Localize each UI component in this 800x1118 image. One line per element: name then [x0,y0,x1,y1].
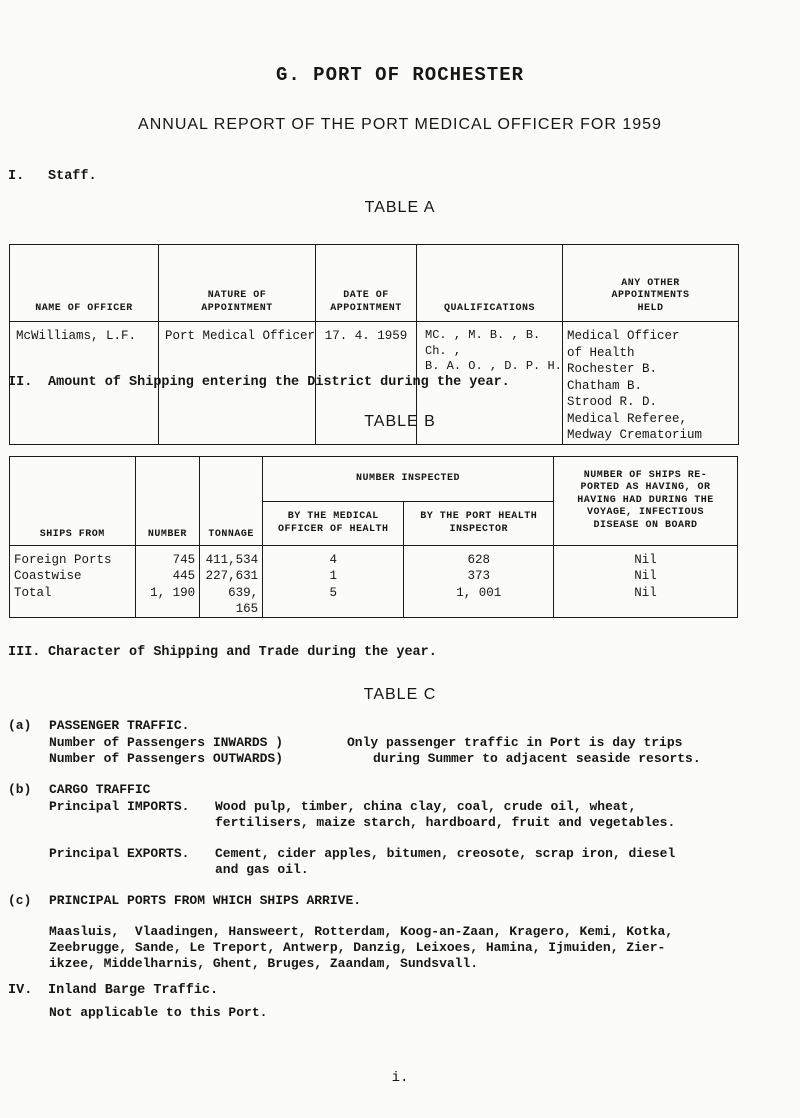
col-header-name: NAME OF OFFICER [10,245,159,322]
item-label-a: (a) [8,718,32,733]
cell-by-port-inspector [404,546,553,618]
col-header-infectious: NUMBER OF SHIPS RE- PORTED AS HAVING, OR HAVING HAD DURING THE VOYAGE, INFECTIOUS DISEASE ON BOARD [553,457,737,546]
item-label-b: (b) [8,782,32,797]
list-item: Nil [634,585,657,600]
col-header-qualifications: QUALIFICATIONS [417,245,563,322]
section-title: Character of Shipping and Trade during the year. [48,645,437,660]
section-title: Inland Barge Traffic. [48,983,219,998]
col-header-ships-from: SHIPS FROM [10,457,136,546]
list-item: Nil [634,553,657,567]
table-b [9,456,738,618]
imports-line2: fertilisers, maize starch, hardboard, fruit and vegetables. [215,815,676,830]
col-header-nature: NATURE OF APPOINTMENT [159,245,316,322]
table-b-title: TABLE B [364,413,436,430]
exports-line2: and gas oil. [215,862,309,877]
cell-ships-from [10,546,136,618]
table-c-title: TABLE C [363,686,437,703]
list-item: 745 [172,553,196,567]
cell-name: McWilliams, L.F. [10,322,159,445]
list-item: 628 [467,553,490,567]
passenger-note-line1: Only passenger traffic in Port is day trips [347,735,683,750]
section-staff-heading [8,169,97,184]
cell-number [135,546,200,618]
cell-other-appointments: Medical Officer of Health Rochester B. Chatham B. Strood R. D. Medical Referee, Medway Crematorium [563,322,739,445]
list-item: 411,534 [205,553,259,567]
section-number: I. [8,169,25,184]
col-header-date: DATE OF APPOINTMENT [316,245,417,322]
section-title: Staff. [48,169,97,184]
table-a-title: TABLE A [364,199,436,216]
section-shipping-heading [8,375,510,390]
table-b-header-row-1 [10,457,738,502]
imports-label: Principal IMPORTS. [49,799,190,814]
imports-line1: Wood pulp, timber, china clay, coal, crude oil, wheat, [215,799,637,814]
list-item: Foreign Ports [14,553,112,567]
list-item: 227,631 [205,569,259,584]
table-a-header-row [10,245,739,322]
passengers-inwards-label: Number of Passengers INWARDS ) [49,735,284,750]
col-header-tonnage: TONNAGE [200,457,263,546]
principal-ports-heading: PRINCIPAL PORTS FROM WHICH SHIPS ARRIVE. [49,893,362,908]
section-barge-heading [8,983,218,998]
exports-label: Principal EXPORTS. [49,846,190,861]
ports-line3: ikzee, Middelharnis, Ghent, Bruges, Zaandam, Sundsvall. [49,956,479,971]
passenger-traffic-heading: PASSENGER TRAFFIC. [49,718,190,733]
cell-date: 17. 4. 1959 [316,322,417,445]
page-number: i. [391,1070,409,1086]
passengers-outwards-label: Number of Passengers OUTWARDS) [49,751,284,766]
exports-line1: Cement, cider apples, bitumen, creosote, scrap iron, diesel [215,846,676,861]
report-subtitle: ANNUAL REPORT OF THE PORT MEDICAL OFFICER FOR 1959 [138,116,662,133]
list-item: 5 [329,585,338,600]
item-label-c: (c) [8,893,32,908]
list-item: 4 [329,553,338,567]
list-item: 1, 001 [456,585,502,600]
cell-tonnage [200,546,263,618]
cell-nature: Port Medical Officer [159,322,316,445]
passenger-note-line2: during Summer to adjacent seaside resorts. [373,751,701,766]
ports-line2: Zeebrugge, Sande, Le Treport, Antwerp, Danzig, Leixoes, Hamina, Ijmuiden, Zier- [49,940,666,955]
table-b-body [10,546,738,618]
col-header-other-appointments: ANY OTHER APPOINTMENTS HELD [563,245,739,322]
list-item: 1, 190 [150,585,196,600]
section-title: Amount of Shipping entering the District during the year. [48,375,510,390]
cell-infectious [553,546,737,618]
list-item: Total [14,585,52,600]
col-header-by-port-inspector: BY THE PORT HEALTH INSPECTOR [404,502,553,546]
list-item: 445 [172,569,196,584]
section-number: II. [8,375,33,390]
page-title: G. PORT OF ROCHESTER [275,64,525,86]
section-number: IV. [8,983,33,998]
barge-traffic-text: Not applicable to this Port. [49,1005,268,1020]
list-item: 373 [467,569,490,584]
section-number: III. [8,645,41,660]
list-item: 639, 165 [228,585,259,616]
col-header-by-medical-officer: BY THE MEDICAL OFFICER OF HEALTH [263,502,404,546]
list-item: Nil [634,569,657,584]
section-character-heading [8,645,437,660]
cargo-traffic-heading: CARGO TRAFFIC [49,782,151,797]
list-item: Coastwise [14,569,82,584]
cell-qualifications: MC. , M. B. , B. Ch. , B. A. O. , D. P. H. [417,322,563,445]
col-header-number: NUMBER [135,457,200,546]
ports-line1: Maasluis, Vlaadingen, Hansweert, Rotterdam, Koog-an-Zaan, Kragero, Kemi, Kotka, [49,924,674,939]
col-header-number-inspected: NUMBER INSPECTED [263,457,554,502]
list-item: 1 [329,569,338,584]
cell-by-medical-officer [263,546,404,618]
